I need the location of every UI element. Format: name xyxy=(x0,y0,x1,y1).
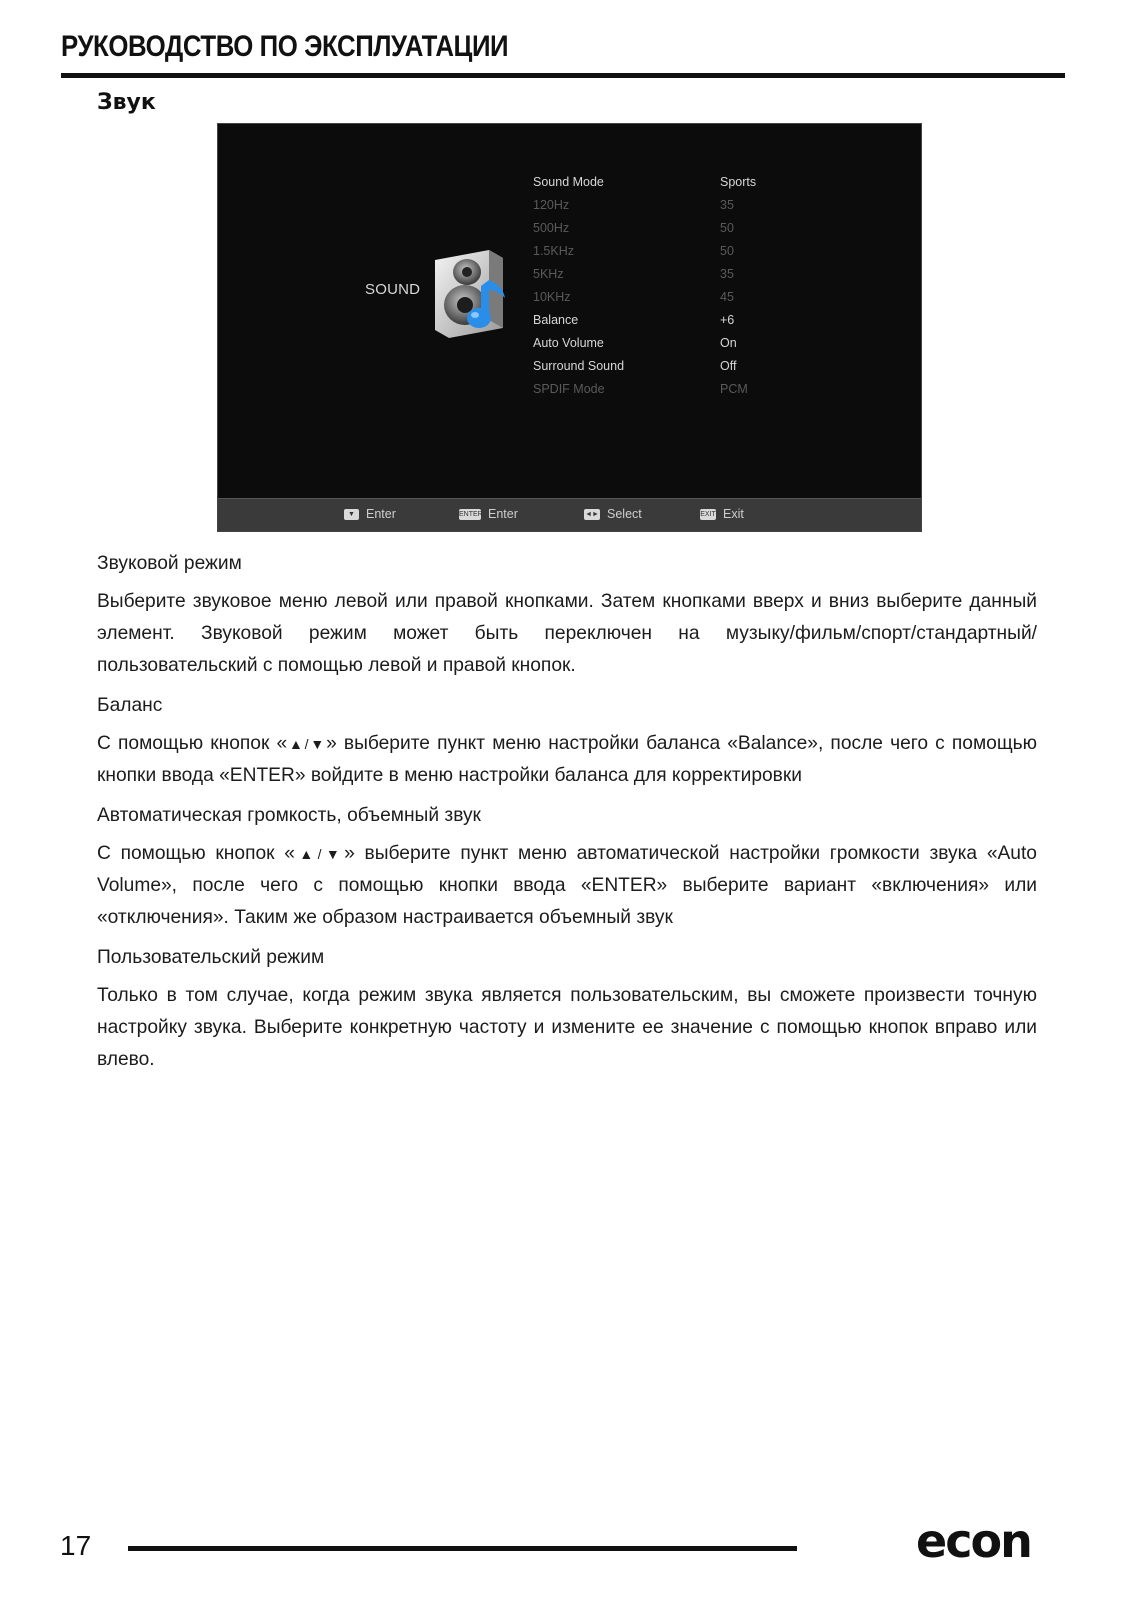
osd-item-label: Surround Sound xyxy=(533,359,625,373)
footer-rule xyxy=(128,1546,797,1551)
osd-item-label: 10KHz xyxy=(533,290,571,304)
osd-footer-label: Enter xyxy=(366,507,396,521)
subheading-sound-mode: Звуковой режим xyxy=(97,553,242,574)
text-fragment: » выберите пункт меню автоматической настройки громкости звука «Auto Volume», после чего с помощью кнопки ввода «ENTER» выберите вариант «включения» или «отключения». Таким же образом настраивается объемный звук xyxy=(97,843,1037,928)
osd-item-value: On xyxy=(720,336,737,350)
osd-item-value: Off xyxy=(720,359,737,373)
page-header-title: РУКОВОДСТВО ПО ЭКСПЛУАТАЦИИ xyxy=(61,30,509,63)
page-number: 17 xyxy=(60,1530,92,1561)
paragraph-auto-volume xyxy=(97,838,1037,934)
osd-menu-row[interactable] xyxy=(533,290,773,313)
osd-menu-row[interactable] xyxy=(533,336,773,359)
tv-osd-screenshot xyxy=(217,123,922,532)
osd-footer-hint-select xyxy=(584,507,642,521)
osd-menu-row[interactable] xyxy=(533,382,773,405)
osd-footer-label: Exit xyxy=(723,507,744,521)
svg-text:econ: econ xyxy=(916,1519,1031,1567)
osd-menu-row[interactable] xyxy=(533,267,773,290)
osd-item-label: Sound Mode xyxy=(533,175,604,189)
osd-item-value: 35 xyxy=(720,198,734,212)
osd-item-label: 5KHz xyxy=(533,267,564,281)
osd-item-value: Sports xyxy=(720,175,757,189)
header-rule xyxy=(61,73,1065,78)
text-fragment: » выберите пункт меню настройки баланса «Balance», после чего с помощью кнопки ввода «ENTER» войдите в меню настройки баланса для корректировки xyxy=(97,733,1037,786)
osd-item-label: Auto Volume xyxy=(533,336,604,350)
osd-item-value: 45 xyxy=(720,290,734,304)
osd-footer-bar xyxy=(218,498,921,531)
osd-item-label: SPDIF Mode xyxy=(533,382,605,396)
osd-menu-title: SOUND xyxy=(365,281,421,298)
paragraph-sound-mode: Выберите звуковое меню левой или правой кнопками. Затем кнопками вверх и вниз выберите данный элемент. Звуковой режим может быть переключен на музыку/фильм/спорт/стандартный/пользовательский с помощью левой и правой кнопок. xyxy=(97,591,1037,676)
left-right-key-icon: ◄► xyxy=(585,510,599,518)
osd-item-value: +6 xyxy=(720,313,735,327)
speaker-music-icon xyxy=(423,250,515,342)
osd-item-label: 500Hz xyxy=(533,221,570,235)
up-down-arrows-icon: ▲/▼ xyxy=(294,846,345,862)
osd-footer-hint-exit xyxy=(700,507,744,521)
text-fragment: С помощью кнопок « xyxy=(97,733,288,754)
subheading-auto-volume: Автоматическая громкость, объемный звук xyxy=(97,805,481,826)
osd-item-value: 50 xyxy=(720,244,734,258)
osd-sound-menu xyxy=(533,175,773,405)
paragraph-balance xyxy=(97,728,1037,792)
osd-footer-label: Select xyxy=(607,507,642,521)
subheading-user-mode: Пользовательский режим xyxy=(97,947,325,968)
osd-menu-row[interactable] xyxy=(533,359,773,382)
osd-footer-hint-enter xyxy=(344,507,396,521)
paragraph-user-mode: Только в том случае, когда режим звука является пользовательским, вы сможете произвести точную настройку звука. Выберите конкретную частоту и измените ее значение с помощью кнопок вправо или влево. xyxy=(97,985,1037,1070)
osd-menu-row[interactable] xyxy=(533,221,773,244)
osd-item-label: 1.5KHz xyxy=(533,244,574,258)
osd-footer-label: Enter xyxy=(488,507,518,521)
osd-item-value: PCM xyxy=(720,382,748,396)
down-key-icon: ▼ xyxy=(344,509,359,520)
osd-item-label: 120Hz xyxy=(533,198,570,212)
up-down-arrows-icon: ▲/▼ xyxy=(287,736,327,752)
econ-logo xyxy=(916,1519,1066,1567)
osd-menu-row[interactable] xyxy=(533,175,773,198)
section-title: Звук xyxy=(97,90,156,115)
osd-menu-row[interactable] xyxy=(533,244,773,267)
osd-footer-hint-enter-key xyxy=(459,507,518,521)
osd-menu-row[interactable] xyxy=(533,198,773,221)
exit-key-icon: EXIT xyxy=(700,510,716,518)
osd-item-value: 35 xyxy=(720,267,734,281)
osd-item-value: 50 xyxy=(720,221,734,235)
osd-item-label: Balance xyxy=(533,313,579,327)
text-fragment: С помощью кнопок « xyxy=(97,843,295,864)
subheading-balance: Баланс xyxy=(97,695,163,716)
body-content xyxy=(97,548,1037,1084)
osd-menu-row[interactable] xyxy=(533,313,773,336)
enter-key-icon: ENTER xyxy=(459,510,483,518)
